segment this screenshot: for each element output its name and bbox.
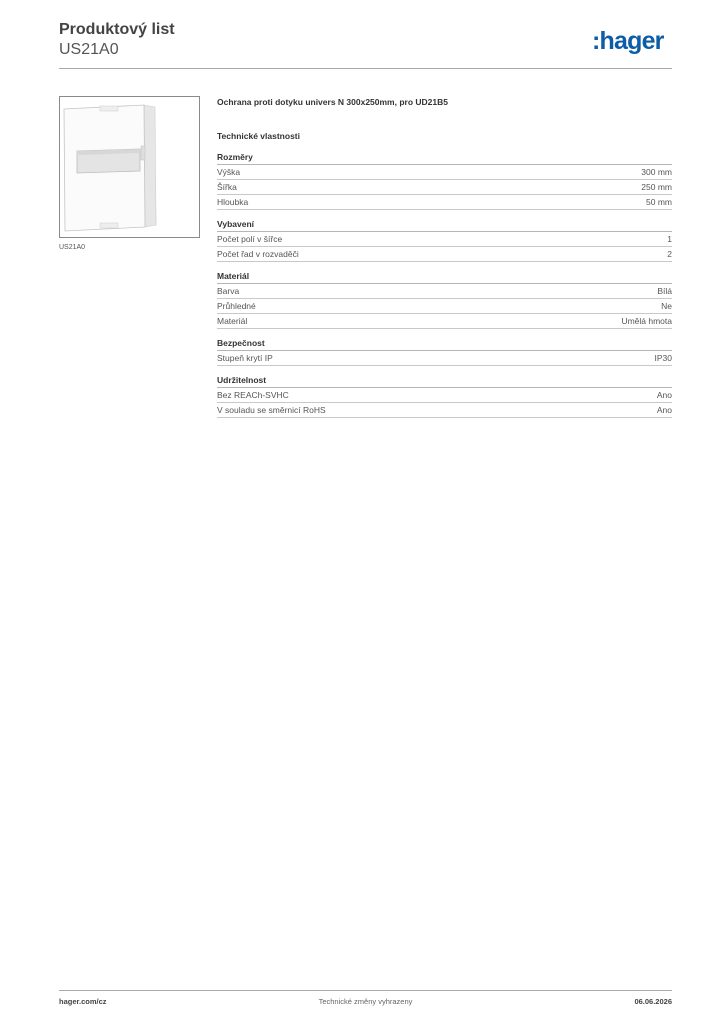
technical-properties-heading: Technické vlastnosti (217, 131, 300, 141)
spec-label: Počet řad v rozvaděči (217, 249, 299, 259)
section-equipment (217, 218, 672, 262)
spec-row (217, 299, 672, 314)
section-heading: Bezpečnost (217, 337, 672, 351)
header-divider (59, 68, 672, 69)
spec-label: Stupeň krytí IP (217, 353, 273, 363)
spec-row (217, 388, 672, 403)
spec-value: Ano (656, 390, 672, 400)
spec-value: 1 (667, 234, 672, 244)
spec-value: Bílá (657, 286, 672, 296)
footer-divider (59, 990, 672, 991)
spec-value: Umělá hmota (621, 316, 672, 326)
spec-label: Materiál (217, 316, 248, 326)
spec-label: Počet polí v šířce (217, 234, 283, 244)
section-heading: Rozměry (217, 151, 672, 165)
section-safety (217, 337, 672, 366)
product-code: US21A0 (59, 41, 119, 58)
spec-label: Bez REACh-SVHC (217, 390, 289, 400)
spec-value: 2 (667, 249, 672, 259)
spec-value: IP30 (654, 353, 672, 363)
spec-label: Barva (217, 286, 240, 296)
spec-label: Průhledné (217, 301, 256, 311)
section-dimensions (217, 151, 672, 210)
spec-row (217, 180, 672, 195)
spec-row (217, 351, 672, 366)
footer-disclaimer: Technické změny vyhrazeny (318, 997, 413, 1006)
spec-row (217, 247, 672, 262)
svg-text::hager: :hager (592, 27, 664, 55)
spec-value: Ano (656, 405, 672, 415)
spec-row (217, 165, 672, 180)
section-heading: Udržitelnost (217, 374, 672, 388)
page-title: Produktový list (59, 21, 175, 38)
product-description: Ochrana proti dotyku univers N 300x250mm, pro UD21B5 (217, 97, 448, 107)
spec-row (217, 284, 672, 299)
section-heading: Materiál (217, 270, 672, 284)
spec-row (217, 403, 672, 418)
section-sustainability (217, 374, 672, 418)
section-heading: Vybavení (217, 218, 672, 232)
spec-label: Hloubka (217, 197, 249, 207)
spec-row (217, 195, 672, 210)
spec-value: 50 mm (646, 197, 672, 207)
spec-row (217, 314, 672, 329)
product-image (60, 97, 199, 237)
spec-label: Výška (217, 167, 241, 177)
spec-label: Šířka (217, 182, 237, 192)
footer-website-link[interactable]: hager.com/cz (59, 997, 107, 1006)
section-material (217, 270, 672, 329)
footer-date: 06.06.2026 (634, 997, 672, 1006)
spec-value: 250 mm (641, 182, 672, 192)
page-header (59, 20, 175, 60)
spec-value: Ne (661, 301, 672, 311)
spec-label: V souladu se směrnicí RoHS (217, 405, 326, 415)
image-caption: US21A0 (59, 244, 86, 251)
spec-value: 300 mm (641, 167, 672, 177)
specification (217, 95, 672, 418)
product-image-frame (59, 96, 200, 238)
spec-row (217, 232, 672, 247)
hager-logo (592, 26, 674, 58)
